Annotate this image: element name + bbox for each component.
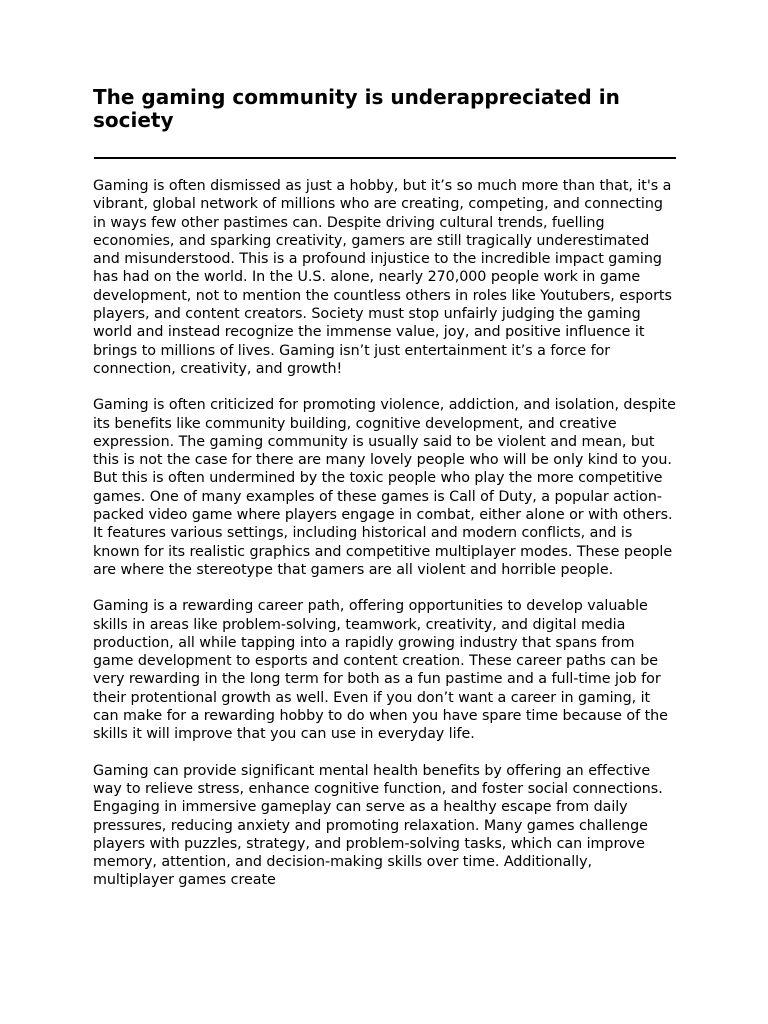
paragraph-2: Gaming is often criticized for promoting violence, addiction, and isolation, despite its benefits like community building, cognitive development, and creative expression. The gaming community is usually said to be violent and mean, but this is not the case for there are many lovely people who will be only kind to you. But this is often undermined by the toxic people who play the more competitive games. One of many examples of these games is Call of Duty, a popular action-packed video game where players engage in combat, either alone or with others. It features various settings, including historical and modern conflicts, and is known for its realistic graphics and competitive multiplayer modes. These people are where the stereotype that gamers are all violent and horrible people. xyxy=(93,397,676,578)
document-title: The gaming community is underappreciated in society xyxy=(93,85,620,132)
document-page xyxy=(93,86,677,908)
paragraph-4: Gaming can provide significant mental health benefits by offering an effective way to relieve stress, enhance cognitive function, and foster social connections. Engaging in immersive gameplay can serve as a healthy escape from daily pressures, reducing anxiety and promoting relaxation. Many games challenge players with puzzles, strategy, and problem-solving tasks, which can improve memory, attention, and decision-making skills over time. Additionally, multiplayer games create xyxy=(93,762,663,889)
paragraph-3: Gaming is a rewarding career path, offering opportunities to develop valuable skills in areas like problem-solving, teamwork, creativity, and digital media production, all while tapping into a rapidly growing industry that spans from game development to esports and content creation. These career paths can be very rewarding in the long term for both as a fun pastime and a full-time job for their protentional growth as well. Even if you don’t want a career in gaming, it can make for a rewarding hobby to do when you have spare time because of the skills it will improve that you can use in everyday life. xyxy=(93,598,668,743)
document-body xyxy=(93,177,677,890)
paragraph-1: Gaming is often dismissed as just a hobby, but it’s so much more than that, it's a vibrant, global network of millions who are creating, competing, and connecting in ways few other pastimes can. Despite driving cultural trends, fuelling economies, and sparking creativity, gamers are still tragically underestimated and misunderstood. This is a profound injustice to the incredible impact gaming has had on the world. In the U.S. alone, nearly 270,000 people work in game development, not to mention the countless others in roles like Youtubers, esports players, and content creators. Society must stop unfairly judging the gaming world and instead recognize the immense value, joy, and positive influence it brings to millions of lives. Gaming isn’t just entertainment it’s a force for connection, creativity, and growth! xyxy=(93,178,672,377)
title-divider xyxy=(94,157,676,159)
